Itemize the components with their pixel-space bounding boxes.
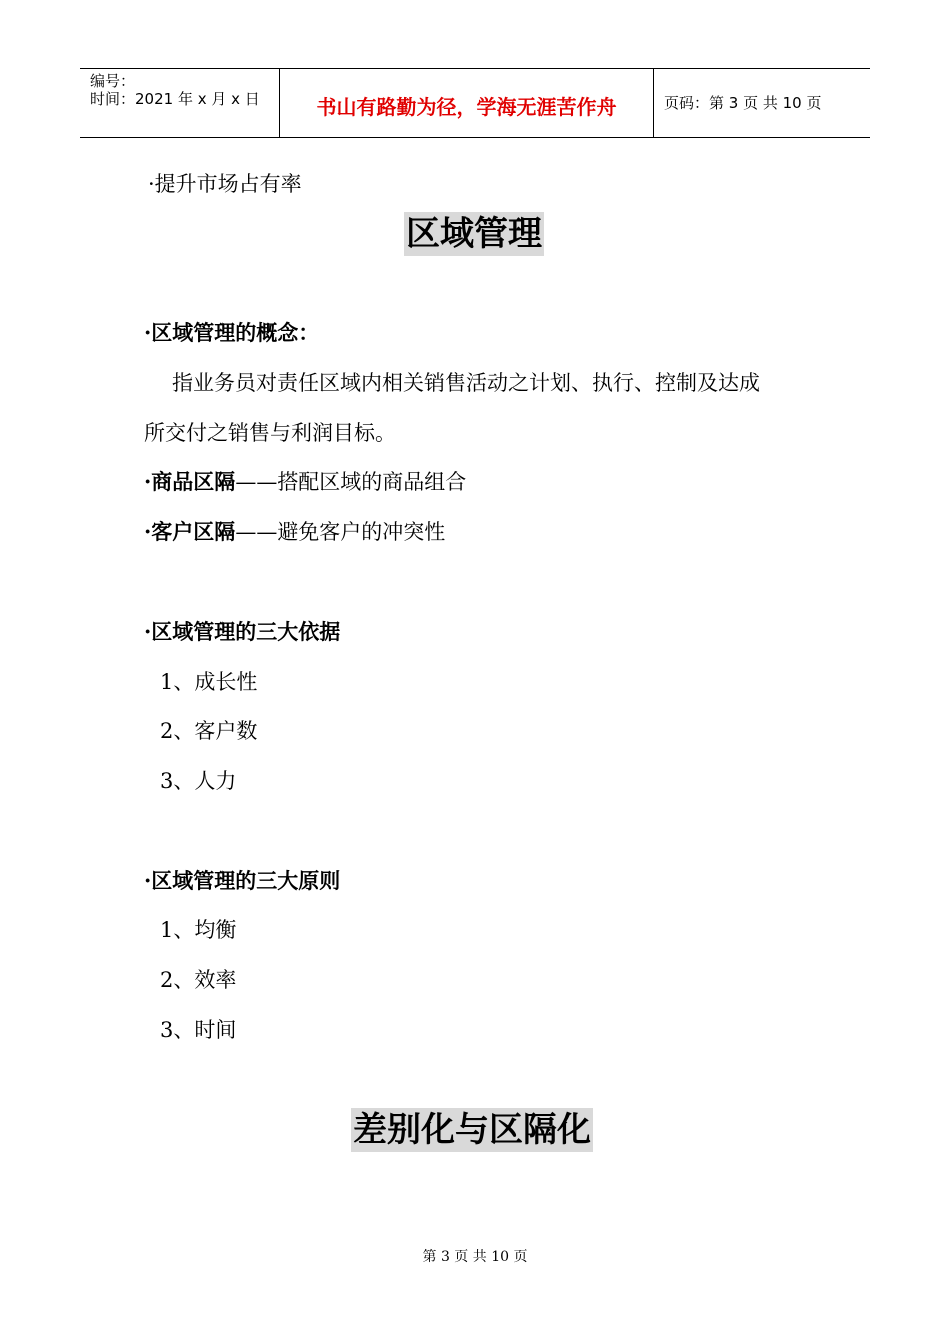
- goods-segmentation: [144, 468, 466, 496]
- principle-item: 3、时间: [160, 1018, 237, 1042]
- header-left-cell: [80, 69, 280, 137]
- principle-item: 2、效率: [160, 968, 237, 992]
- customer-segmentation-label: ·客户区隔: [144, 519, 236, 544]
- customer-segmentation: [144, 518, 445, 546]
- basis-item: 1、成长性: [160, 670, 258, 694]
- goods-segmentation-label: ·商品区隔: [144, 469, 236, 494]
- basis-heading: ·区域管理的三大依据: [144, 619, 341, 644]
- concept-text-line2: 所交付之销售与利润目标。: [144, 421, 396, 445]
- section-title-area-management: 区域管理: [406, 214, 542, 254]
- goods-segmentation-desc: ——搭配区域的商品组合: [235, 470, 467, 494]
- principle-heading: ·区域管理的三大原则: [144, 868, 341, 893]
- document-date-label: 时间：2021 年 x 月 x 日: [90, 90, 260, 108]
- basis-item: 3、人力: [160, 769, 237, 793]
- page-header: [80, 68, 870, 138]
- section-title-differentiation: 差别化与区隔化: [353, 1110, 591, 1150]
- header-motto: 书山有路勤为径，学海无涯苦作舟: [316, 95, 617, 119]
- header-right-cell: [654, 69, 870, 137]
- document-number-label: 编号：: [90, 72, 136, 90]
- concept-heading: ·区域管理的概念：: [144, 320, 320, 345]
- customer-segmentation-desc: ——避免客户的冲突性: [235, 520, 446, 544]
- basis-item: 2、客户数: [160, 719, 258, 743]
- concept-text-line1: 指业务员对责任区域内相关销售活动之计划、执行、控制及达成: [172, 371, 760, 395]
- header-middle-cell: [280, 69, 654, 137]
- intro-bullet: ·提升市场占有率: [148, 172, 302, 196]
- page-footer: 第 3 页 共 10 页: [422, 1249, 528, 1265]
- header-page-info: 页码：第 3 页 共 10 页: [664, 94, 822, 112]
- principle-item: 1、均衡: [160, 918, 237, 942]
